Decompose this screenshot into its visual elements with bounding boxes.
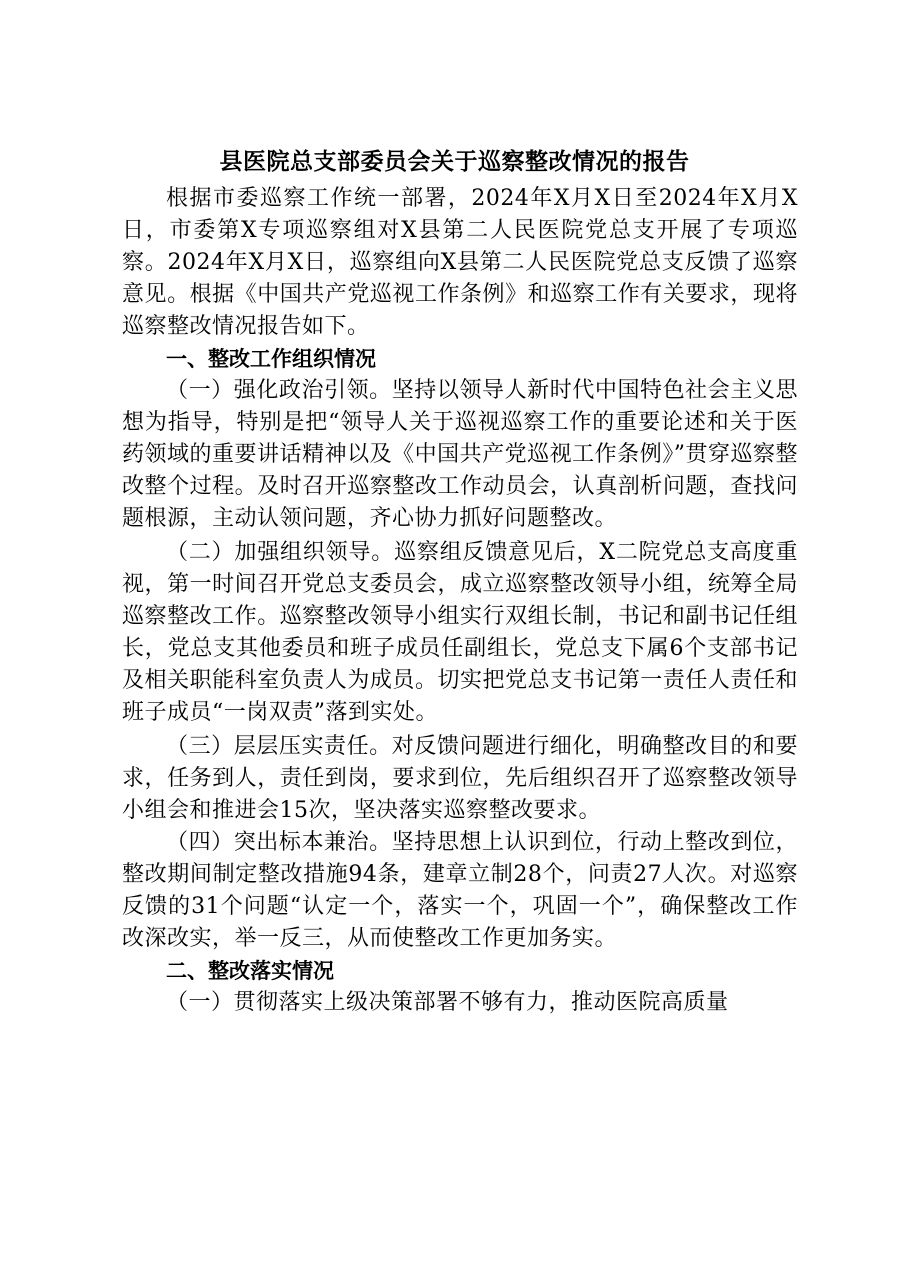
paragraph-1-2 <box>122 537 798 729</box>
paragraph-lead: （三）层层压实责任。 <box>166 734 392 759</box>
paragraph-2-1 <box>122 987 798 1019</box>
intro-paragraph: 根据市委巡察工作统一部署，2024年X月X日至2024年X月X日，市委第X专项巡察组对X县第二人民医院党总支开展了专项巡察。2024年X月X日，巡察组向X县第二人民医院党总支反馈了巡察意见。根据《中国共产党巡视工作条例》和巡察工作有关要求，现将巡察整改情况报告如下。 <box>122 186 798 339</box>
paragraph-1-1 <box>122 375 798 535</box>
paragraph-lead: （二）加强组织领导。 <box>166 540 395 565</box>
section-heading-1: 一、整改工作组织情况 <box>166 347 376 371</box>
paragraph-text: 巡察组反馈意见后，X二院党总支高度重视，第一时间召开党总支委员会，成立巡察整改领导小组，统筹全局巡察整改工作。巡察整改领导小组实行双组长制，书记和副书记任组长，党总支其他委员和班子成员任副组长，党总支下属6个支部书记及相关职能科室负责人为成员。切实把党总支书记第一责任人责任和班子成员“一岗双责”落到实处。 <box>122 540 798 725</box>
paragraph-text: 对反馈问题进行细化，明确整改目的和要求，任务到人，责任到岗，要求到位，先后组织召开了巡察整改领导小组会和推进会15次，坚决落实巡察整改要求。 <box>122 734 798 823</box>
paragraph-lead: （四）突出标本兼治。 <box>166 830 392 855</box>
document-body <box>122 183 798 1019</box>
paragraph-text: 坚持以领导人新时代中国特色社会主义思想为指导，特别是把“领导人关于巡视巡察工作的重要论述和关于医药领域的重要讲话精神以及《中国共产党巡视工作条例》”贯穿巡察整改整个过程。及时召开巡察整改工作动员会，认真剖析问题，查找问题根源，主动认领问题，齐心协力抓好问题整改。 <box>122 378 798 531</box>
paragraph-text: 坚持思想上认识到位，行动上整改到位，整改期间制定整改措施94条，建章立制28个，问责27人次。对巡察反馈的31个问题“认定一个，落实一个，巩固一个”，确保整改工作改深改实，举一反三，从而使整改工作更加务实。 <box>122 830 798 951</box>
paragraph-lead: （一）强化政治引领。 <box>166 378 392 403</box>
paragraph-1-3 <box>122 731 798 827</box>
document-title: 县医院总支部委员会关于巡察整改情况的报告 <box>219 148 690 175</box>
section-heading-2: 二、整改落实情况 <box>166 959 334 983</box>
paragraph-lead: （一）贯彻落实上级决策部署不够有力，推动医院高质量 <box>166 990 729 1015</box>
paragraph-1-4 <box>122 827 798 955</box>
